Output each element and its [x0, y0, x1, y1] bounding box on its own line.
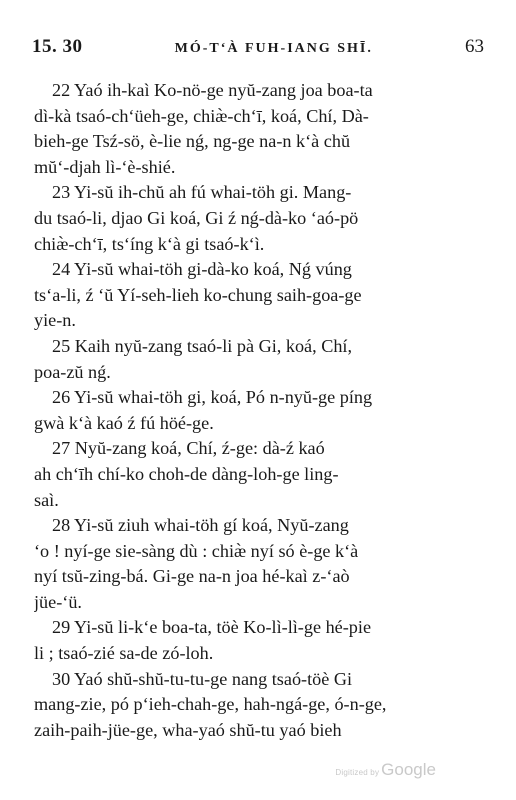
book-title: MÓ-T‘À FUH-IANG SHĪ. [174, 41, 373, 56]
verse-line: 24 Yi-sŭ whai-töh gi-dà-ko koá, Nǵ vúng [52, 259, 352, 280]
verse-line: ‘o ! nyí-ge sie-sàng dù : chiæ̀ nyí só è-ge k‘à [34, 540, 359, 561]
verse-line: poa-zŭ nǵ. [34, 361, 111, 382]
verse-line: li ; tsaó-zié sa-de zó-loh. [34, 643, 214, 664]
verse-paragraph [34, 667, 478, 744]
verse-paragraph [34, 385, 478, 436]
verse-paragraph [34, 436, 478, 513]
digitization-watermark [335, 760, 436, 780]
verse-line: 25 Kaih nyŭ-zang tsaó-li pà Gi, koá, Chí, [52, 335, 353, 356]
running-header [32, 36, 484, 66]
page-body-text [34, 78, 478, 743]
verse-line: 29 Yi-sŭ li-k‘e boa-ta, töè Ko-lì-lì-ge hé-pie [52, 617, 372, 638]
verse-line: 26 Yi-sŭ whai-töh gi, koá, Pó n-nyŭ-ge píng [52, 387, 373, 408]
verse-line: jüe-‘ü. [34, 591, 82, 612]
google-logo-text: Google [381, 760, 436, 779]
page-number: 63 [465, 36, 484, 57]
verse-line: mŭ‘-djah lì-‘è-shié. [34, 156, 176, 177]
verse-line: bieh-ge Tsź-sö, è-lie nǵ, ng-ge na-n k‘à chŭ [34, 131, 351, 152]
verse-line: 28 Yi-sŭ ziuh whai-töh gí koá, Nyŭ-zang [52, 515, 349, 536]
verse-line: 27 Nyŭ-zang koá, Chí, ź-ge: dà-ź kaó [52, 438, 325, 459]
verse-line: gwà k‘à kaó ź fú höé-ge. [34, 412, 214, 433]
verse-line: nyí tsŭ-zing-bá. Gi-ge na-n joa hé-kaì z-‘aò [34, 566, 350, 587]
verse-line: zaih-paih-jüe-ge, wha-yaó shŭ-tu yaó bieh [34, 719, 342, 740]
verse-line: chiæ̀-ch‘ī, ts‘íng k‘à gi tsaó-k‘ì. [34, 233, 265, 254]
verse-paragraph [34, 257, 478, 334]
verse-line: ts‘a-li, ź ‘ŭ Yí-seh-lieh ko-chung saih-goa-ge [34, 284, 362, 305]
verse-line: saì. [34, 489, 59, 510]
verse-paragraph [34, 180, 478, 257]
verse-line: ah ch‘īh chí-ko choh-de dàng-loh-ge ling- [34, 463, 339, 484]
verse-paragraph [34, 78, 478, 180]
verse-line: mang-zie, pó p‘ieh-chah-ge, hah-ngá-ge, ó-n-ge, [34, 694, 387, 715]
verse-line: 23 Yi-sŭ ih-chŭ ah fú whai-töh gi. Mang- [52, 182, 352, 203]
verse-line: 22 Yaó ih-kaì Ko-nö-ge nyŭ-zang joa boa-ta [52, 80, 373, 100]
verse-paragraph [34, 615, 478, 666]
chapter-verse-reference: 15. 30 [32, 36, 83, 57]
verse-line: 30 Yaó shŭ-shŭ-tu-tu-ge nang tsaó-töè Gi [52, 668, 353, 689]
verse-line: yie-n. [34, 310, 76, 331]
verse-paragraph [34, 334, 478, 385]
verse-line: dì-kà tsaó-ch‘üeh-ge, chiæ̀-ch‘ī, koá, Chí, Dà- [34, 105, 369, 126]
digitized-by-text: Digitized by [335, 768, 380, 777]
verse-line: du tsaó-li, djao Gi koá, Gi ź nǵ-dà-ko ‘aó-pö [34, 207, 359, 228]
verse-paragraph [34, 513, 478, 615]
